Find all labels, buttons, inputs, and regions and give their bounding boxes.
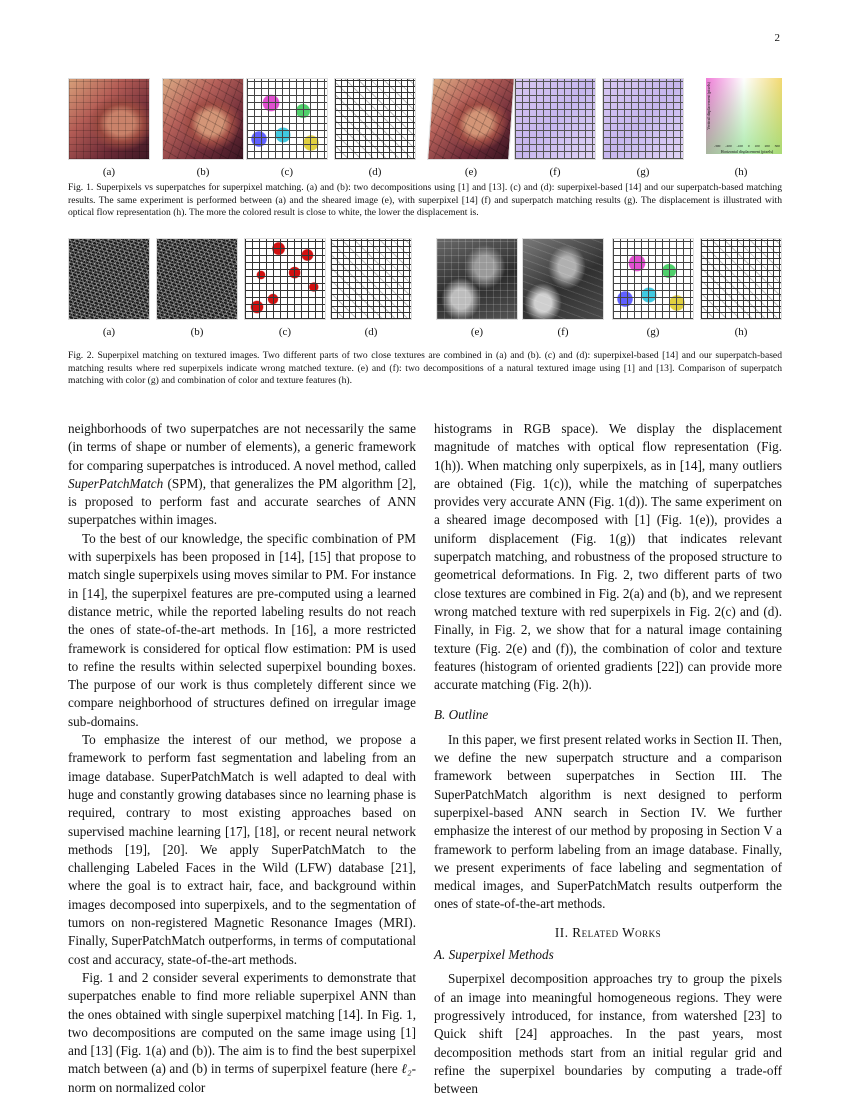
fig2-label-b: (b) <box>190 326 204 338</box>
subsection-superpixel-methods-heading: A. Superpixel Methods <box>434 947 554 963</box>
subsection-outline-heading: B. Outline <box>434 707 489 723</box>
fig1-label-h: (h) <box>734 166 748 178</box>
flow-tick: -300 <box>714 144 721 148</box>
flow-tick: -200 <box>725 144 732 148</box>
fig1-panel-f-image <box>514 78 596 160</box>
flow-tick: 200 <box>764 144 770 148</box>
text-run: (SPM), that generalizes the PM algorithm [2], is proposed to perform fast and accurate searches of ANN superpatches within images. <box>68 475 416 528</box>
fig1-panel-d-image <box>334 78 416 160</box>
fig1-label-g: (g) <box>636 166 650 178</box>
left-paragraph-3: To emphasize the interest of our method, we propose a framework to perform fast segmentation and labeling from an image database. SuperPatchMatch is well adapted to deal with huge and constantly growing databases since no learning phase is required, contrary to most existing approaches based on supervised machine learning [17], [18], or recent neural network methods [19], [20]. We apply SuperPatchMatch to the challenging Labeled Faces in the Wild (LFW) database [21], where the goal is to extract hair, face, and background within images decomposed into superpixels, and to the segmentation of tumors on non-registered Magnetic Resonance Images (MRI). Finally, SuperPatchMatch outperforms, in terms of computational cost and accuracy, state-of-the-art methods. <box>68 732 416 967</box>
fig1-label-c: (c) <box>280 166 294 178</box>
fig1-panel-e-image <box>427 78 515 160</box>
left-paragraph-2: To the best of our knowledge, the specific combination of PM with superpixels has been proposed in [14], [15] that propose to match single superpixels using moves similar to PM. For instance in [14], the superpixel features are pre-computed using a learned distance metric, while the reported labeling results do not reach the ones of state-of-the-art methods. In [16], a more restricted framework is considered for optical flow estimation: PM is used to refine the results within selected superpixel bounding boxes. The purpose of our work is thus completely different since we compare neighborhood of structures defined on irregular image sub-domains. <box>68 530 416 729</box>
left-column <box>68 420 416 1097</box>
fig1-panel-c-image <box>246 78 328 160</box>
flow-xlabel: Horizontal displacement (pixels) <box>720 149 774 154</box>
fig2-panel-d-image <box>330 238 412 320</box>
flow-tick: 300 <box>774 144 780 148</box>
fig1-label-e: (e) <box>464 166 478 178</box>
flow-tick: 100 <box>754 144 760 148</box>
fig2-label-a: (a) <box>102 326 116 338</box>
right-paragraph-1: histograms in RGB space). We display the displacement magnitude of matches with optical flow representation (Fig. 1(h)). When matching only superpixels, as in [14], many outliers are obtained (Fig. 1(c)), while the matching of superpatches provides very accurate ANN (Fig. 1(d)). The same experiment on a sheared image decomposed with [1] (Fig. 1(e)), provides a uniform displacement (Fig. 1(g)) that indicates relevant superpatch matching, and robustness of the proposed structure to geometrical deformations. In Fig. 2, two different parts of two close textures are combined in Fig. 2(a) and (b), and we represent wrong matched texture with red superpixels in Fig. 2(c) and (d). Finally, in Fig. 2, we show that for a natural image containing texture (Fig. 2(e) and (f)), the combination of color and texture features (histogram of oriented gradients [22]) can provide more accurate matching (Fig. 2(h)). <box>434 421 782 693</box>
fig2-panel-b-image <box>156 238 238 320</box>
right-paragraph-2: In this paper, we first present related works in Section II. Then, we define the new superpatch structure and a comparison framework between superpatches in Section III. The SuperPatchMatch algorithm is next designed to perform superpixel-based ANN search in Section IV. We further emphasize the interest of our method by proposing in Section V a framework to perform labeling from an image database. Finally, we present experiments of face labeling and segmentation of medical images, and SuperPatchMatch results outperform the ones of state-of-the-art methods. <box>434 731 782 912</box>
text-run: neighborhoods of two superpatches are not necessarily the same (in terms of shape or number of elements), a generic framework for comparing superpatches is introduced. A novel method, called <box>68 421 416 473</box>
fig1-label-b: (b) <box>196 166 210 178</box>
fig1-label-a: (a) <box>102 166 116 178</box>
page-number: 2 <box>774 32 780 44</box>
text-run: -norm on normalized color <box>68 1061 417 1095</box>
fig1-panel-h-flow-chart <box>706 78 782 154</box>
section-related-works-heading: II. Related Works <box>554 924 662 940</box>
flow-ticks <box>714 144 780 148</box>
right-paragraph-3: Superpixel decomposition approaches try to group the pixels of an image into meaningful homogeneous regions. They were progressively introduced, for instance, from watershed [23] to Quick shift [24] approaches. In the past years, most decomposition methods start from an initial regular grid and refine the superpixel boundaries by computing a trade-off between <box>434 971 782 1097</box>
figure-2-caption: Fig. 2. Superpixel matching on textured images. Two different parts of two close textures are combined in (a) and (b). (c) and (d): superpixel-based [14] and our superpatch-based matching results where red superpixels indicate wrong matched texture. (e) and (f): two decompositions of a natural textured image using [1] and [13]. Comparison of superpatch matching with color (g) and combination of color and texture features (h). <box>68 350 782 386</box>
figure-2 <box>68 238 782 338</box>
fig2-label-c: (c) <box>278 326 292 338</box>
fig2-label-f: (f) <box>557 326 569 338</box>
figure-1 <box>68 78 782 178</box>
fig2-label-g: (g) <box>646 326 660 338</box>
flow-tick: 0 <box>747 144 750 148</box>
method-name: SuperPatchMatch <box>68 475 164 491</box>
left-paragraph-4 <box>68 969 416 1097</box>
left-paragraph-1 <box>68 420 416 530</box>
figure-1-caption: Fig. 1. Superpixels vs superpatches for superpixel matching. (a) and (b): two decompositions using [1] and [13]. (c) and (d): superpixel-based [14] and our superpatch-based matching results. The same experiment is performed between (a) and the sheared image (e), with superpixel [14] (f) and superpatch matching results (g). The displacement is illustrated with optical flow representation (h). The more the colored result is close to white, the lower the displacement is. <box>68 182 782 218</box>
fig2-label-e: (e) <box>470 326 484 338</box>
fig1-label-d: (d) <box>368 166 382 178</box>
fig1-panel-a-image <box>68 78 150 160</box>
flow-ylabel: Vertical displacement (pixels) <box>706 82 711 130</box>
fig2-panel-c-image <box>244 238 326 320</box>
fig2-panel-h-image <box>700 238 782 320</box>
fig1-panel-b-image <box>162 78 244 160</box>
fig1-panel-g-image <box>602 78 684 160</box>
text-run: Fig. 1 and 2 consider several experiments to demonstrate that superpatches enable to find more reliable superpixel ANN than the ones obtained with single superpixel matching [14]. In Fig. 1, two decompositions are computed on the same image using [1] and [13] (Fig. 1(a) and (b)). The aim is to find the best superpixel match between (a) and (b) in terms of superpixel feature (here <box>68 969 416 1077</box>
fig2-panel-e-image <box>436 238 518 320</box>
fig2-panel-f-image <box>522 238 604 320</box>
math-symbol: ℓ₂ <box>401 1061 412 1077</box>
fig2-label-h: (h) <box>734 326 748 338</box>
right-column <box>434 420 782 1098</box>
fig1-label-f: (f) <box>549 166 561 178</box>
fig2-panel-a-image <box>68 238 150 320</box>
flow-tick: -100 <box>736 144 743 148</box>
fig2-label-d: (d) <box>364 326 378 338</box>
fig2-panel-g-image <box>612 238 694 320</box>
